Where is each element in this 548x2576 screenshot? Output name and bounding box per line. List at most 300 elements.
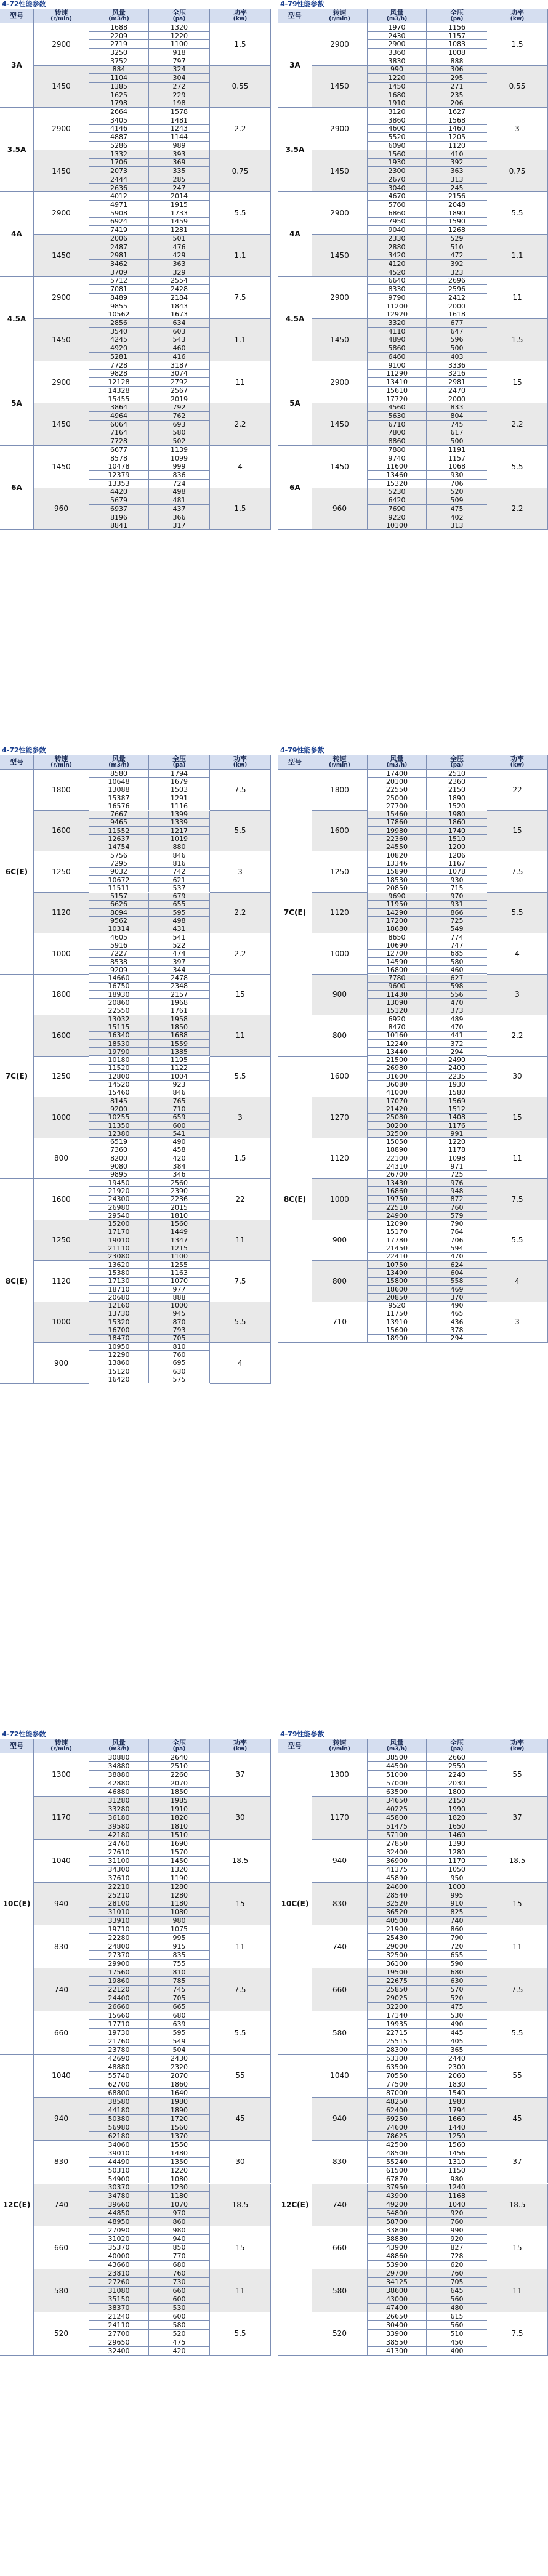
pressure-value: 1339 bbox=[149, 819, 210, 827]
model-name: 10C(E) bbox=[0, 1753, 34, 2055]
pressure-value: 1618 bbox=[427, 310, 488, 319]
pressure-value: 804 bbox=[427, 412, 488, 421]
flow-value: 8538 bbox=[89, 958, 149, 966]
flow-value: 18680 bbox=[368, 925, 427, 933]
pressure-value: 229 bbox=[149, 91, 210, 100]
pressure-value: 1320 bbox=[149, 23, 210, 32]
flow-value: 39010 bbox=[89, 2149, 149, 2158]
speed-value: 1450 bbox=[34, 66, 89, 108]
power-value: 0.75 bbox=[210, 150, 271, 193]
flow-value: 7728 bbox=[89, 361, 149, 370]
power-value: 0.55 bbox=[210, 66, 271, 108]
panel-title: 4-72性能参数 bbox=[2, 746, 46, 754]
flow-value: 2430 bbox=[368, 32, 427, 41]
pressure-value: 740 bbox=[427, 1917, 488, 1925]
pressure-value: 272 bbox=[149, 83, 210, 91]
performance-table bbox=[0, 755, 271, 1384]
flow-value: 29900 bbox=[89, 1960, 149, 1968]
flow-value: 22100 bbox=[368, 1154, 427, 1162]
flow-value: 38580 bbox=[89, 2098, 149, 2106]
flow-value: 10255 bbox=[89, 1114, 149, 1122]
pressure-value: 2792 bbox=[149, 378, 210, 387]
flow-value: 9562 bbox=[89, 917, 149, 925]
pressure-value: 870 bbox=[149, 1318, 210, 1326]
flow-value: 2900 bbox=[368, 40, 427, 49]
pressure-value: 2640 bbox=[149, 1753, 210, 1762]
panel-title: 4-79性能参数 bbox=[280, 746, 324, 754]
header-label: 风量 bbox=[390, 755, 404, 763]
flow-value: 19790 bbox=[89, 1048, 149, 1056]
header-unit: (m3/h) bbox=[386, 16, 408, 22]
speed-value: 960 bbox=[34, 488, 89, 531]
flow-value: 51000 bbox=[368, 1771, 427, 1779]
pressure-value: 1167 bbox=[427, 859, 488, 867]
speed-value: 1800 bbox=[34, 770, 89, 811]
flow-value: 34300 bbox=[89, 1866, 149, 1874]
flow-value: 7295 bbox=[89, 859, 149, 867]
pressure-value: 730 bbox=[149, 2278, 210, 2287]
pressure-value: 436 bbox=[427, 1318, 488, 1326]
power-value: 7.5 bbox=[487, 1179, 548, 1220]
pressure-value: 1250 bbox=[427, 2132, 488, 2141]
panel-0 bbox=[0, 0, 271, 530]
flow-value: 8489 bbox=[89, 294, 149, 302]
flow-value: 15455 bbox=[89, 395, 149, 404]
flow-value: 32400 bbox=[368, 1848, 427, 1857]
pressure-value: 680 bbox=[149, 2261, 210, 2269]
pressure-value: 2060 bbox=[427, 2072, 488, 2080]
flow-value: 19730 bbox=[89, 2029, 149, 2037]
header-unit: (kw) bbox=[233, 1746, 248, 1752]
flow-value: 22550 bbox=[368, 786, 427, 794]
flow-value: 24300 bbox=[89, 1196, 149, 1204]
pressure-value: 725 bbox=[427, 917, 488, 925]
pressure-value: 1650 bbox=[427, 1822, 488, 1831]
flow-value: 7419 bbox=[89, 226, 149, 235]
pressure-value: 271 bbox=[427, 83, 488, 91]
pressure-value: 285 bbox=[149, 175, 210, 184]
flow-value: 42880 bbox=[89, 1779, 149, 1788]
pressure-value: 1000 bbox=[149, 1302, 210, 1310]
pressure-value: 1116 bbox=[149, 802, 210, 810]
speed-value: 1120 bbox=[34, 893, 89, 934]
flow-value: 3360 bbox=[368, 49, 427, 57]
flow-value: 13910 bbox=[368, 1318, 427, 1326]
flow-value: 8650 bbox=[368, 933, 427, 941]
flow-value: 11290 bbox=[368, 370, 427, 379]
flow-value: 20100 bbox=[368, 778, 427, 786]
flow-value: 12379 bbox=[89, 471, 149, 480]
flow-value: 31280 bbox=[89, 1797, 149, 1805]
pressure-value: 2015 bbox=[149, 1204, 210, 1212]
flow-value: 21110 bbox=[89, 1244, 149, 1252]
flow-value: 6710 bbox=[368, 421, 427, 429]
header-speed bbox=[34, 755, 89, 770]
pressure-value: 1860 bbox=[149, 2080, 210, 2089]
pressure-value: 1968 bbox=[149, 999, 210, 1007]
speed-value: 1000 bbox=[312, 933, 368, 975]
pressure-value: 1560 bbox=[149, 1220, 210, 1228]
model-name: 7C(E) bbox=[278, 770, 312, 1057]
pressure-value: 910 bbox=[427, 1899, 488, 1908]
pressure-value: 1195 bbox=[149, 1057, 210, 1065]
pressure-value: 620 bbox=[427, 2261, 488, 2269]
flow-value: 4605 bbox=[89, 933, 149, 941]
pressure-value: 2014 bbox=[149, 192, 210, 201]
pressure-value: 1850 bbox=[149, 1023, 210, 1031]
flow-value: 8145 bbox=[89, 1097, 149, 1105]
flow-value: 21920 bbox=[89, 1187, 149, 1195]
pressure-value: 1168 bbox=[427, 2192, 488, 2200]
pressure-value: 915 bbox=[149, 1942, 210, 1951]
header-unit: (m3/h) bbox=[386, 762, 408, 768]
flow-value: 57100 bbox=[368, 1831, 427, 1840]
flow-value: 15460 bbox=[89, 1089, 149, 1097]
speed-value: 2900 bbox=[312, 277, 368, 320]
flow-value: 35370 bbox=[89, 2244, 149, 2252]
pressure-value: 1268 bbox=[427, 226, 488, 235]
power-value: 7.5 bbox=[487, 1968, 548, 2011]
pressure-value: 790 bbox=[427, 1934, 488, 1942]
flow-value: 22120 bbox=[89, 1986, 149, 1994]
speed-value: 940 bbox=[34, 2098, 89, 2141]
flow-value: 11552 bbox=[89, 827, 149, 835]
pressure-value: 920 bbox=[427, 2209, 488, 2218]
flow-value: 26700 bbox=[368, 1171, 427, 1179]
pressure-value: 1800 bbox=[427, 1788, 488, 1797]
power-value: 37 bbox=[210, 1753, 271, 1797]
pressure-value: 392 bbox=[427, 260, 488, 268]
power-value: 5.5 bbox=[487, 192, 548, 235]
header-label: 功率 bbox=[233, 1739, 247, 1747]
flow-value: 13620 bbox=[89, 1261, 149, 1269]
pressure-value: 522 bbox=[149, 941, 210, 949]
flow-value: 12920 bbox=[368, 310, 427, 319]
flow-value: 68800 bbox=[89, 2089, 149, 2098]
model-name: 6A bbox=[0, 446, 34, 530]
flow-value: 2073 bbox=[89, 167, 149, 175]
pressure-value: 846 bbox=[149, 1089, 210, 1097]
flow-value: 11511 bbox=[89, 884, 149, 892]
pressure-value: 460 bbox=[427, 966, 488, 974]
flow-value: 40225 bbox=[368, 1805, 427, 1814]
flow-value: 34880 bbox=[89, 1762, 149, 1771]
header-unit: (kw) bbox=[233, 16, 248, 22]
pressure-value: 520 bbox=[427, 1994, 488, 2003]
flow-value: 11520 bbox=[89, 1065, 149, 1073]
pressure-value: 827 bbox=[427, 2244, 488, 2252]
power-value: 11 bbox=[210, 2269, 271, 2312]
flow-value: 62400 bbox=[368, 2106, 427, 2115]
speed-value: 830 bbox=[312, 1883, 368, 1926]
pressure-value: 460 bbox=[149, 344, 210, 353]
pressure-value: 1180 bbox=[149, 1899, 210, 1908]
pressure-value: 372 bbox=[427, 1040, 488, 1048]
pressure-value: 1569 bbox=[427, 1097, 488, 1105]
power-value: 11 bbox=[487, 1138, 548, 1180]
power-value: 5.5 bbox=[210, 2312, 271, 2356]
pressure-value: 2300 bbox=[427, 2063, 488, 2072]
pressure-value: 1120 bbox=[427, 142, 488, 150]
flow-value: 1385 bbox=[89, 83, 149, 91]
flow-value: 48860 bbox=[368, 2252, 427, 2261]
power-value: 5.5 bbox=[487, 893, 548, 934]
pressure-value: 1156 bbox=[427, 23, 488, 32]
pressure-value: 450 bbox=[427, 2338, 488, 2347]
flow-value: 10750 bbox=[368, 1261, 427, 1269]
flow-value: 40000 bbox=[89, 2252, 149, 2261]
speed-value: 1000 bbox=[34, 1302, 89, 1343]
header-unit: (r/min) bbox=[50, 762, 72, 768]
power-value: 0.75 bbox=[487, 150, 548, 193]
pressure-value: 920 bbox=[427, 2235, 488, 2244]
flow-value: 36900 bbox=[368, 1857, 427, 1866]
flow-value: 25210 bbox=[89, 1891, 149, 1900]
flow-value: 78625 bbox=[368, 2132, 427, 2141]
pressure-value: 1291 bbox=[149, 794, 210, 802]
flow-value: 6860 bbox=[368, 209, 427, 218]
header-unit: (r/min) bbox=[329, 762, 350, 768]
model-name: 5A bbox=[278, 361, 312, 446]
pressure-value: 1733 bbox=[149, 209, 210, 218]
power-value: 7.5 bbox=[487, 2312, 548, 2356]
pressure-value: 835 bbox=[149, 1951, 210, 1960]
pressure-value: 509 bbox=[427, 496, 488, 505]
pressure-value: 2019 bbox=[149, 395, 210, 404]
flow-value: 28540 bbox=[368, 1891, 427, 1900]
flow-value: 24310 bbox=[368, 1162, 427, 1170]
flow-value: 25430 bbox=[368, 1934, 427, 1942]
header-unit: (pa) bbox=[172, 16, 186, 22]
pressure-value: 431 bbox=[149, 925, 210, 933]
flow-value: 40500 bbox=[368, 1917, 427, 1925]
speed-value: 900 bbox=[34, 1343, 89, 1384]
flow-value: 69250 bbox=[368, 2115, 427, 2123]
pressure-value: 1019 bbox=[149, 835, 210, 843]
speed-value: 1040 bbox=[34, 2055, 89, 2098]
flow-value: 32500 bbox=[368, 1130, 427, 1138]
flow-value: 6519 bbox=[89, 1138, 149, 1146]
flow-value: 3405 bbox=[89, 116, 149, 125]
speed-value: 1450 bbox=[34, 403, 89, 446]
flow-value: 20850 bbox=[368, 1294, 427, 1302]
pressure-value: 329 bbox=[149, 268, 210, 277]
pressure-value: 2236 bbox=[149, 1196, 210, 1204]
model-name: 3A bbox=[0, 23, 34, 108]
pressure-value: 728 bbox=[427, 2252, 488, 2261]
power-value: 1.1 bbox=[210, 319, 271, 361]
pressure-value: 530 bbox=[149, 2304, 210, 2312]
pressure-value: 1240 bbox=[427, 2184, 488, 2192]
power-value: 3 bbox=[487, 975, 548, 1016]
pressure-value: 500 bbox=[427, 437, 488, 446]
flow-value: 7227 bbox=[89, 950, 149, 958]
header-speed bbox=[312, 755, 368, 770]
flow-value: 6937 bbox=[89, 505, 149, 513]
pressure-value: 1070 bbox=[149, 1278, 210, 1286]
speed-value: 1450 bbox=[34, 150, 89, 193]
pressure-value: 1230 bbox=[149, 2184, 210, 2192]
power-value: 22 bbox=[210, 1179, 271, 1220]
header-unit: (r/min) bbox=[50, 16, 72, 22]
pressure-value: 1281 bbox=[149, 226, 210, 235]
pressure-value: 655 bbox=[427, 1951, 488, 1960]
pressure-value: 481 bbox=[149, 496, 210, 505]
speed-value: 2900 bbox=[34, 192, 89, 235]
flow-value: 7728 bbox=[89, 437, 149, 446]
pressure-value: 846 bbox=[149, 851, 210, 859]
power-value: 18.5 bbox=[210, 2184, 271, 2227]
flow-value: 5520 bbox=[368, 133, 427, 142]
speed-value: 1250 bbox=[34, 1220, 89, 1262]
flow-value: 5860 bbox=[368, 344, 427, 353]
pressure-value: 1280 bbox=[427, 1848, 488, 1857]
flow-value: 4964 bbox=[89, 412, 149, 421]
pressure-value: 441 bbox=[427, 1032, 488, 1040]
pressure-value: 1830 bbox=[427, 2080, 488, 2089]
flow-value: 7690 bbox=[368, 505, 427, 513]
flow-value: 57000 bbox=[368, 1779, 427, 1788]
flow-value: 9040 bbox=[368, 226, 427, 235]
table-header bbox=[0, 1739, 271, 1753]
flow-value: 7950 bbox=[368, 218, 427, 227]
pressure-value: 970 bbox=[427, 893, 488, 901]
pressure-value: 294 bbox=[427, 1048, 488, 1056]
speed-value: 2900 bbox=[312, 192, 368, 235]
pressure-value: 2428 bbox=[149, 285, 210, 294]
speed-value: 660 bbox=[34, 2226, 89, 2269]
table-header bbox=[0, 755, 271, 770]
flow-value: 3120 bbox=[368, 108, 427, 116]
flow-value: 32520 bbox=[368, 1899, 427, 1908]
flow-value: 4012 bbox=[89, 192, 149, 201]
pressure-value: 2360 bbox=[427, 778, 488, 786]
speed-value: 1170 bbox=[312, 1797, 368, 1840]
flow-value: 12090 bbox=[368, 1220, 427, 1228]
flow-value: 44500 bbox=[368, 1762, 427, 1771]
flow-value: 25000 bbox=[368, 794, 427, 802]
pressure-value: 665 bbox=[149, 2003, 210, 2011]
model-name: 5A bbox=[0, 361, 34, 446]
flow-value: 10160 bbox=[368, 1032, 427, 1040]
flow-value: 9790 bbox=[368, 294, 427, 302]
flow-value: 1104 bbox=[89, 74, 149, 83]
power-value: 3 bbox=[210, 851, 271, 893]
speed-value: 940 bbox=[312, 2098, 368, 2141]
flow-value: 70550 bbox=[368, 2072, 427, 2080]
pressure-value: 437 bbox=[149, 505, 210, 513]
pressure-value: 660 bbox=[149, 2287, 210, 2295]
flow-value: 29025 bbox=[368, 1994, 427, 2003]
pressure-value: 600 bbox=[149, 1122, 210, 1130]
flow-value: 14290 bbox=[368, 909, 427, 917]
pressure-value: 880 bbox=[149, 843, 210, 851]
speed-value: 1120 bbox=[34, 1261, 89, 1302]
pressure-value: 580 bbox=[149, 429, 210, 438]
pressure-value: 344 bbox=[149, 966, 210, 974]
flow-value: 7780 bbox=[368, 975, 427, 983]
model-name: 8C(E) bbox=[278, 1057, 312, 1343]
pressure-value: 235 bbox=[427, 91, 488, 100]
flow-value: 28100 bbox=[89, 1899, 149, 1908]
header-unit: (pa) bbox=[450, 762, 464, 768]
flow-value: 6640 bbox=[368, 277, 427, 286]
pressure-value: 579 bbox=[427, 1212, 488, 1220]
pressure-value: 416 bbox=[149, 353, 210, 361]
power-value: 45 bbox=[210, 2098, 271, 2141]
pressure-value: 363 bbox=[149, 260, 210, 268]
pressure-value: 760 bbox=[427, 2218, 488, 2226]
flow-value: 19860 bbox=[89, 1977, 149, 1986]
header-label: 功率 bbox=[510, 9, 524, 17]
pressure-value: 1980 bbox=[427, 811, 488, 819]
speed-value: 1250 bbox=[312, 851, 368, 893]
header-label: 全压 bbox=[172, 755, 186, 763]
pressure-value: 1580 bbox=[427, 1089, 488, 1097]
flow-value: 3752 bbox=[89, 57, 149, 66]
panel-1 bbox=[278, 0, 548, 530]
flow-value: 9740 bbox=[368, 454, 427, 463]
flow-value: 26660 bbox=[89, 2003, 149, 2011]
power-value: 22 bbox=[487, 770, 548, 811]
pressure-value: 1915 bbox=[149, 201, 210, 209]
pressure-value: 1627 bbox=[427, 108, 488, 116]
flow-value: 34780 bbox=[89, 2192, 149, 2200]
pressure-value: 760 bbox=[149, 2269, 210, 2278]
pressure-value: 1958 bbox=[149, 1015, 210, 1023]
pressure-value: 198 bbox=[149, 99, 210, 108]
flow-value: 37610 bbox=[89, 1874, 149, 1883]
pressure-value: 530 bbox=[427, 2011, 488, 2020]
flow-value: 6677 bbox=[89, 446, 149, 454]
flow-value: 13346 bbox=[368, 859, 427, 867]
speed-value: 940 bbox=[34, 1883, 89, 1926]
flow-value: 11600 bbox=[368, 462, 427, 471]
pressure-value: 1008 bbox=[427, 49, 488, 57]
flow-value: 15050 bbox=[368, 1138, 427, 1146]
flow-value: 15610 bbox=[368, 387, 427, 395]
flow-value: 3420 bbox=[368, 251, 427, 260]
pressure-value: 1080 bbox=[149, 2175, 210, 2184]
speed-value: 580 bbox=[312, 2269, 368, 2312]
pressure-value: 510 bbox=[427, 243, 488, 252]
power-value: 37 bbox=[487, 2141, 548, 2184]
flow-value: 16750 bbox=[89, 983, 149, 991]
power-value: 7.5 bbox=[487, 851, 548, 893]
flow-value: 9080 bbox=[89, 1162, 149, 1170]
pressure-value: 1794 bbox=[149, 770, 210, 778]
pressure-value: 537 bbox=[149, 884, 210, 892]
pressure-value: 304 bbox=[149, 74, 210, 83]
pressure-value: 1180 bbox=[149, 2192, 210, 2200]
speed-value: 660 bbox=[312, 2226, 368, 2269]
pressure-value: 762 bbox=[149, 412, 210, 421]
flow-value: 2719 bbox=[89, 40, 149, 49]
flow-value: 2664 bbox=[89, 108, 149, 116]
power-value: 15 bbox=[210, 975, 271, 1016]
flow-value: 7081 bbox=[89, 285, 149, 294]
pressure-value: 1510 bbox=[149, 1831, 210, 1840]
pressure-value: 1100 bbox=[149, 40, 210, 49]
pressure-value: 595 bbox=[149, 909, 210, 917]
pressure-value: 1449 bbox=[149, 1228, 210, 1236]
pressure-value: 742 bbox=[149, 868, 210, 876]
flow-value: 9465 bbox=[89, 819, 149, 827]
flow-value: 13490 bbox=[368, 1269, 427, 1277]
flow-value: 54900 bbox=[89, 2175, 149, 2184]
power-value: 2.2 bbox=[210, 108, 271, 150]
pressure-value: 366 bbox=[149, 513, 210, 522]
